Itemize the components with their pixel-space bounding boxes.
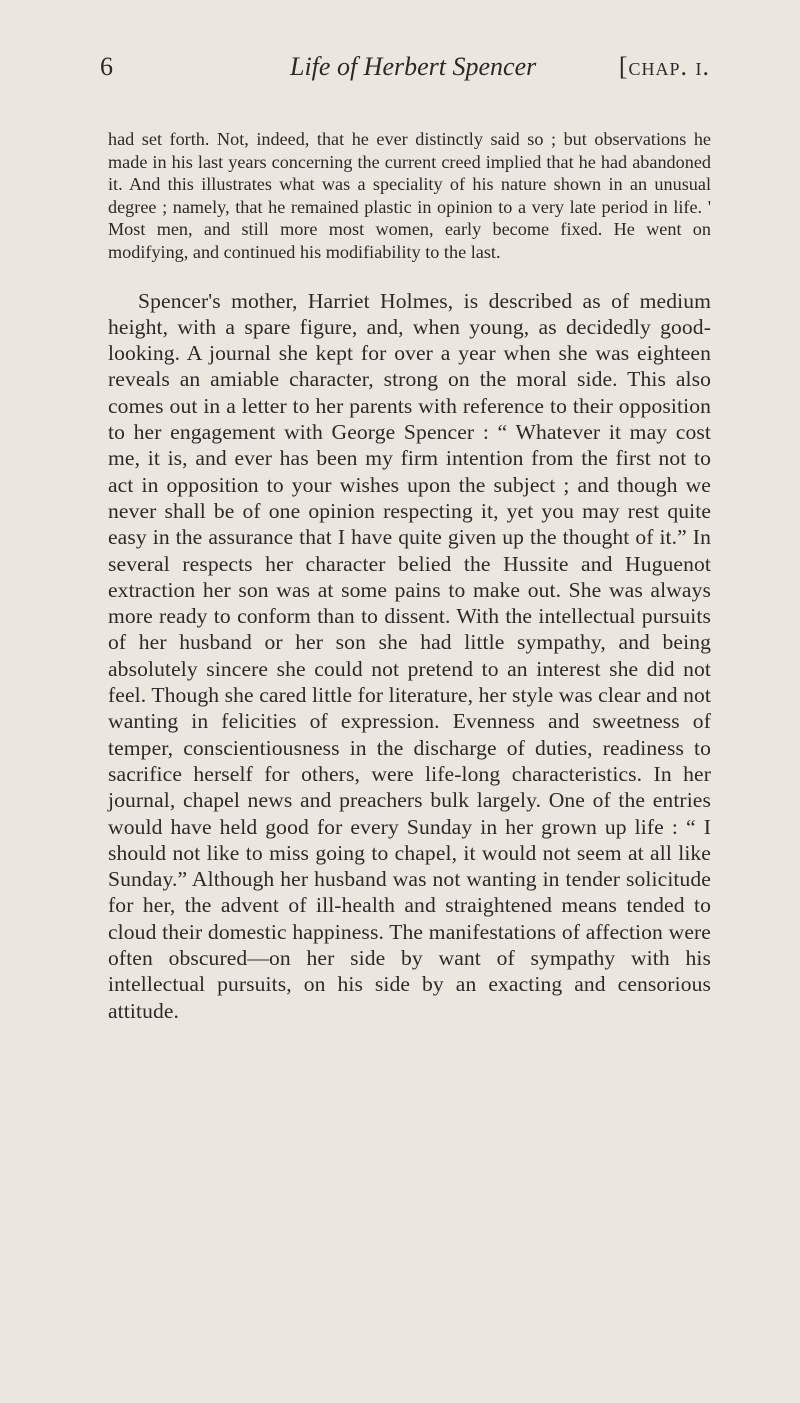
- book-title: Life of Herbert Spencer: [290, 52, 537, 81]
- paragraph-continuation: had set forth. Not, indeed, that he ever distinctly said so ; but observations he made in his last years concerning the current creed implied that he had abandoned it. And this illustrates what was a speciality of his nature shown in an unusual degree ; namely, that he remained plastic in opinion to a very late period in life. ' Most men, and still more most women, early become fixed. He went on modifying, and continued his modifiability to the last.: [108, 129, 711, 262]
- paragraph-mother: Spencer's mother, Harriet Holmes, is described as of medium height, with a spare figure, and, when young, as decidedly good-looking. A journal she kept for over a year when she was eighteen reveals an amiable character, strong on the moral side. This also comes out in a letter to her parents with reference to their opposition to her engagement with George Spencer : “ Whatever it may cost me, it is, and ever has been my firm intention from the first not to act in opposition to your wishes upon the subject ; and though we never shall be of one opinion respecting it, yet you may rest quite easy in the assurance that I have quite given up the thought of it.” In several respects her character belied the Hussite and Huguenot extraction her son was at some pains to make out. She was always more ready to conform than to dissent. With the intellectual pursuits of her husband or her son she had little sympathy, and being absolutely sincere she could not pretend to an interest she did not feel. Though she cared little for literature, her style was clear and not wanting in felicities of expression. Evenness and sweetness of temper, conscientiousness in the discharge of duties, readiness to sacrifice herself for others, were life-long characteristics. In her journal, chapel news and preachers bulk largely. One of the entries would have held good for every Sunday in her grown up life : “ I should not like to miss going to chapel, it would not seem at all like Sunday.” Although her husband was not wanting in tender solicitude for her, the advent of ill-health and straightened means tended to cloud their domestic happiness. The manifestations of affection were often obscured—on her side by want of sympathy with his intellectual pursuits, on his side by an exacting and censorious attitude.: [108, 288, 711, 1023]
- page-number: 6: [100, 52, 113, 81]
- body-text: [108, 128, 711, 1024]
- running-head: [100, 52, 710, 92]
- chapter-label: [chap. i.: [618, 52, 710, 81]
